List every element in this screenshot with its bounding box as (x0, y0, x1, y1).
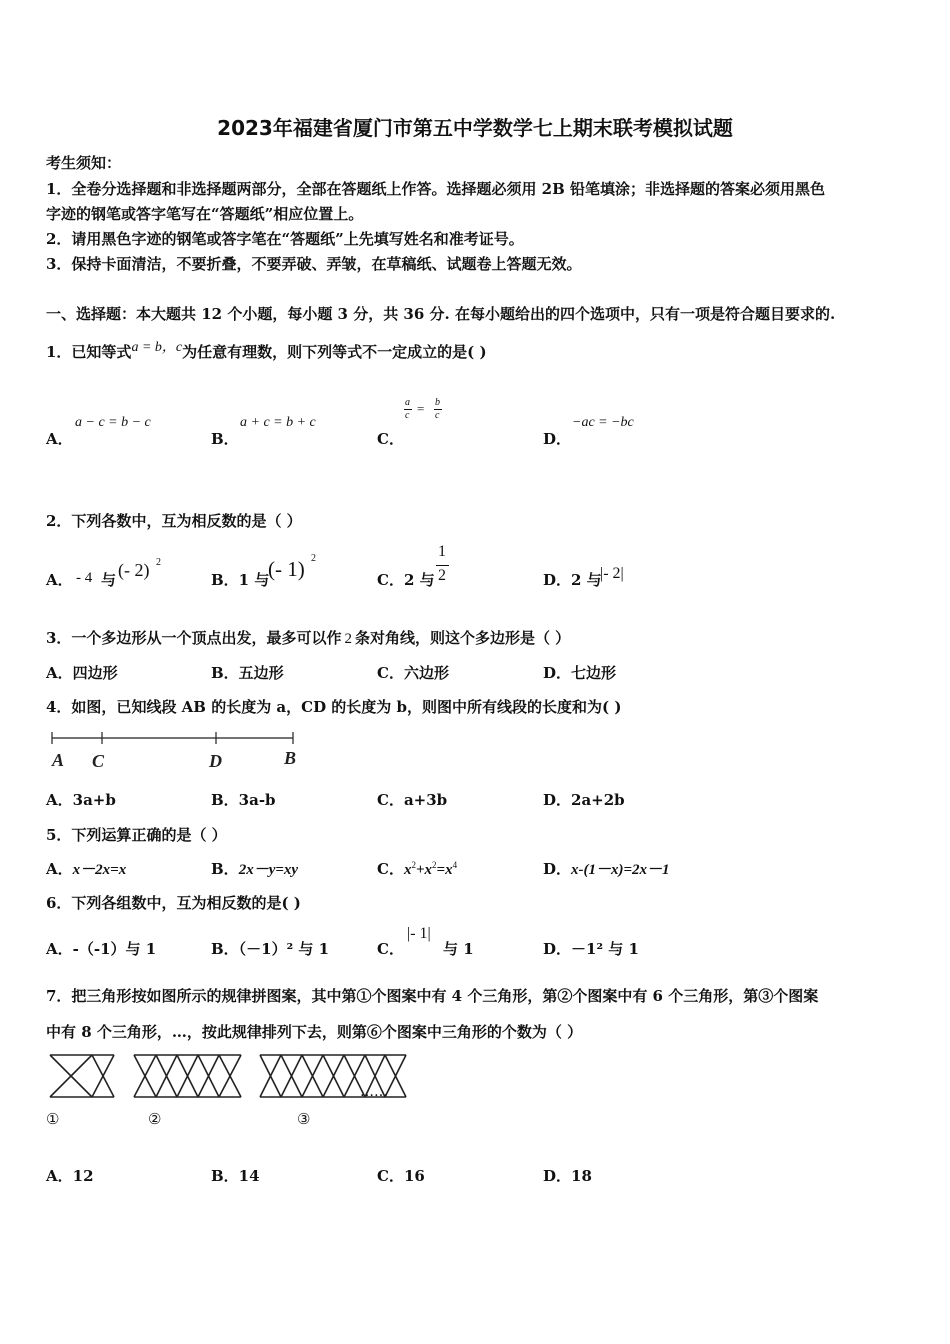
q5-option-b-math: 2x－y=xy (238, 862, 299, 878)
q3-option-a: A．四边形 (46, 664, 118, 682)
q2-option-a-math1: - 4 (76, 570, 93, 586)
notice-item-1-line-1: 1．全卷分选择题和非选择题两部分，全部在答题纸上作答。选择题必须用 2B 铅笔填涂；非选择题的答案必须用黑色 (46, 180, 826, 198)
q5-c-plus: +x (415, 862, 433, 878)
q6-option-c-label: C． (377, 940, 404, 958)
q4-option-d: D．2a+2b (543, 791, 625, 809)
q5-option-a (46, 858, 126, 879)
q1-stem (46, 341, 487, 362)
q6-stem: 6．下列各组数中，互为相反数的是( ) (46, 894, 301, 912)
q3-stem-prefix: 3．一个多边形从一个顶点出发，最多可以作 (46, 629, 342, 647)
q1-option-b-math: a + c = b + c (240, 415, 316, 430)
q5-c-e2: 2 (432, 860, 437, 870)
q5-option-c-label: C． (377, 860, 404, 878)
q4-option-c: C．a+3b (377, 791, 448, 809)
q4-stem: 4．如图，已知线段 AB 的长度为 a，CD 的长度为 b，则图中所有线段的长度和为( ) (46, 698, 622, 716)
q2-option-a-with: 与 (101, 571, 117, 589)
q7-stem-line-1: 7．把三角形按如图所示的规律拼图案，其中第①个图案中有 4 个三角形，第②个图案中有 6 个三角形，第③个图案 (46, 987, 819, 1005)
q4-label-b: B (284, 748, 297, 768)
q5-c-x1: x (403, 862, 412, 878)
notice-item-1-line-2: 字迹的钢笔或答字笔写在“答题纸”相应位置上。 (46, 205, 364, 223)
page-title: 2023年福建省厦门市第五中学数学七上期末联考模拟试题 (217, 116, 733, 140)
q6-option-a: A．-（-1）与 1 (46, 940, 157, 958)
q2-option-a-math2: (- 2) (118, 560, 150, 580)
q5-c-eq: =x (436, 862, 453, 878)
q7-option-b: B．14 (211, 1167, 260, 1185)
q2-option-c-label: C．2 与 (377, 571, 435, 589)
q4-option-a: A．3a+b (46, 791, 116, 809)
q1-c-den2: c (435, 410, 440, 421)
q1-option-c-label: C． (377, 430, 404, 448)
q1-c-num1: a (405, 397, 410, 408)
q2-option-b-label: B．1 与 (211, 571, 270, 589)
q7-ellipsis: …… (360, 1084, 388, 1100)
q7-label-2: ② (148, 1110, 162, 1128)
q2-option-a-exp: 2 (156, 557, 161, 568)
q7-option-a: A．12 (46, 1167, 94, 1185)
q5-option-d-label: D． (543, 860, 572, 878)
q7-label-1: ① (46, 1110, 60, 1128)
q1-stem-suffix: 为任意有理数，则下列等式不一定成立的是( ) (182, 343, 487, 361)
q6-option-c-tail: 与 1 (443, 940, 474, 958)
q4-option-b: B．3a-b (211, 791, 276, 809)
q5-option-a-math: x－2x=x (72, 862, 127, 878)
q7-label-3: ③ (297, 1110, 311, 1128)
q1-option-b-label: B． (211, 430, 239, 448)
q5-option-a-label: A． (46, 860, 73, 878)
q5-option-d (543, 858, 670, 879)
q3-stem-num: 2 (344, 631, 352, 647)
q5-option-b (211, 858, 298, 879)
q2-option-c-bar (436, 565, 449, 566)
notice-item-3: 3．保持卡面清洁，不要折叠，不要弄破、弄皱，在草稿纸、试题卷上答题无效。 (46, 255, 582, 273)
section-heading: 一、选择题：本大题共 12 个小题，每小题 3 分，共 36 分. 在每小题给出的四个选项中，只有一项是符合题目要求的. (46, 305, 836, 323)
q2-stem: 2．下列各数中，互为相反数的是（ ） (46, 512, 302, 530)
q1-option-a-label: A． (46, 430, 73, 448)
q1-c-den1: c (405, 410, 410, 421)
q1-option-a-math: a − c = b − c (75, 415, 151, 430)
q7-triangle-figure (48, 1053, 448, 1103)
q7-stem-line-2: 中有 8 个三角形，…，按此规律排列下去，则第⑥个图案中三角形的个数为（ ） (46, 1023, 583, 1041)
q5-c-e3: 4 (452, 860, 458, 870)
q1-option-d-label: D． (543, 430, 572, 448)
q1-stem-math: a = b，c (131, 340, 183, 355)
q2-option-c-den: 2 (438, 567, 446, 584)
q3-stem (46, 627, 570, 648)
q1-option-d-math: −ac = −bc (572, 415, 634, 430)
q3-option-d: D．七边形 (543, 664, 617, 682)
q4-segment-figure (50, 730, 300, 775)
q6-option-b: B．（－1）² 与 1 (211, 940, 330, 958)
q4-label-c: C (92, 751, 105, 771)
q1-stem-prefix: 1．已知等式 (46, 343, 132, 361)
q7-pattern-1 (50, 1055, 114, 1097)
q7-option-c: C．16 (377, 1167, 425, 1185)
q1-option-c-fraction (404, 397, 444, 427)
q7-pattern-2 (134, 1055, 241, 1097)
q1-c-eq: = (417, 401, 425, 416)
q2-option-b-math: (- 1) (268, 557, 305, 581)
q5-stem: 5．下列运算正确的是（ ） (46, 826, 227, 844)
q4-label-a: A (52, 750, 65, 770)
q1-c-num2: b (435, 397, 440, 408)
q3-option-b: B．五边形 (211, 664, 284, 682)
q4-label-d: D (209, 751, 222, 771)
q2-option-d-math: |- 2| (600, 565, 624, 582)
q2-option-c-num: 1 (438, 543, 446, 560)
q7-option-d: D．18 (543, 1167, 592, 1185)
q5-option-b-label: B． (211, 860, 239, 878)
q2-option-d-label: D．2 与 (543, 571, 602, 589)
q3-stem-suffix: 条对角线，则这个多边形是（ ） (354, 629, 571, 647)
q2-option-a-label: A． (46, 571, 73, 589)
q6-option-c-math: |- 1| (407, 925, 431, 942)
q3-option-c: C．六边形 (377, 664, 449, 682)
q5-c-e1: 2 (411, 860, 416, 870)
q2-option-b-exp: 2 (311, 553, 316, 564)
notice-heading: 考生须知： (46, 154, 122, 172)
q5-option-d-math: x-(1－x)=2x－1 (571, 862, 670, 878)
q5-option-c (377, 858, 457, 879)
notice-item-2: 2．请用黑色字迹的钢笔或答字笔在“答题纸”上先填写姓名和准考证号。 (46, 230, 524, 248)
q6-option-d: D．－1² 与 1 (543, 940, 639, 958)
